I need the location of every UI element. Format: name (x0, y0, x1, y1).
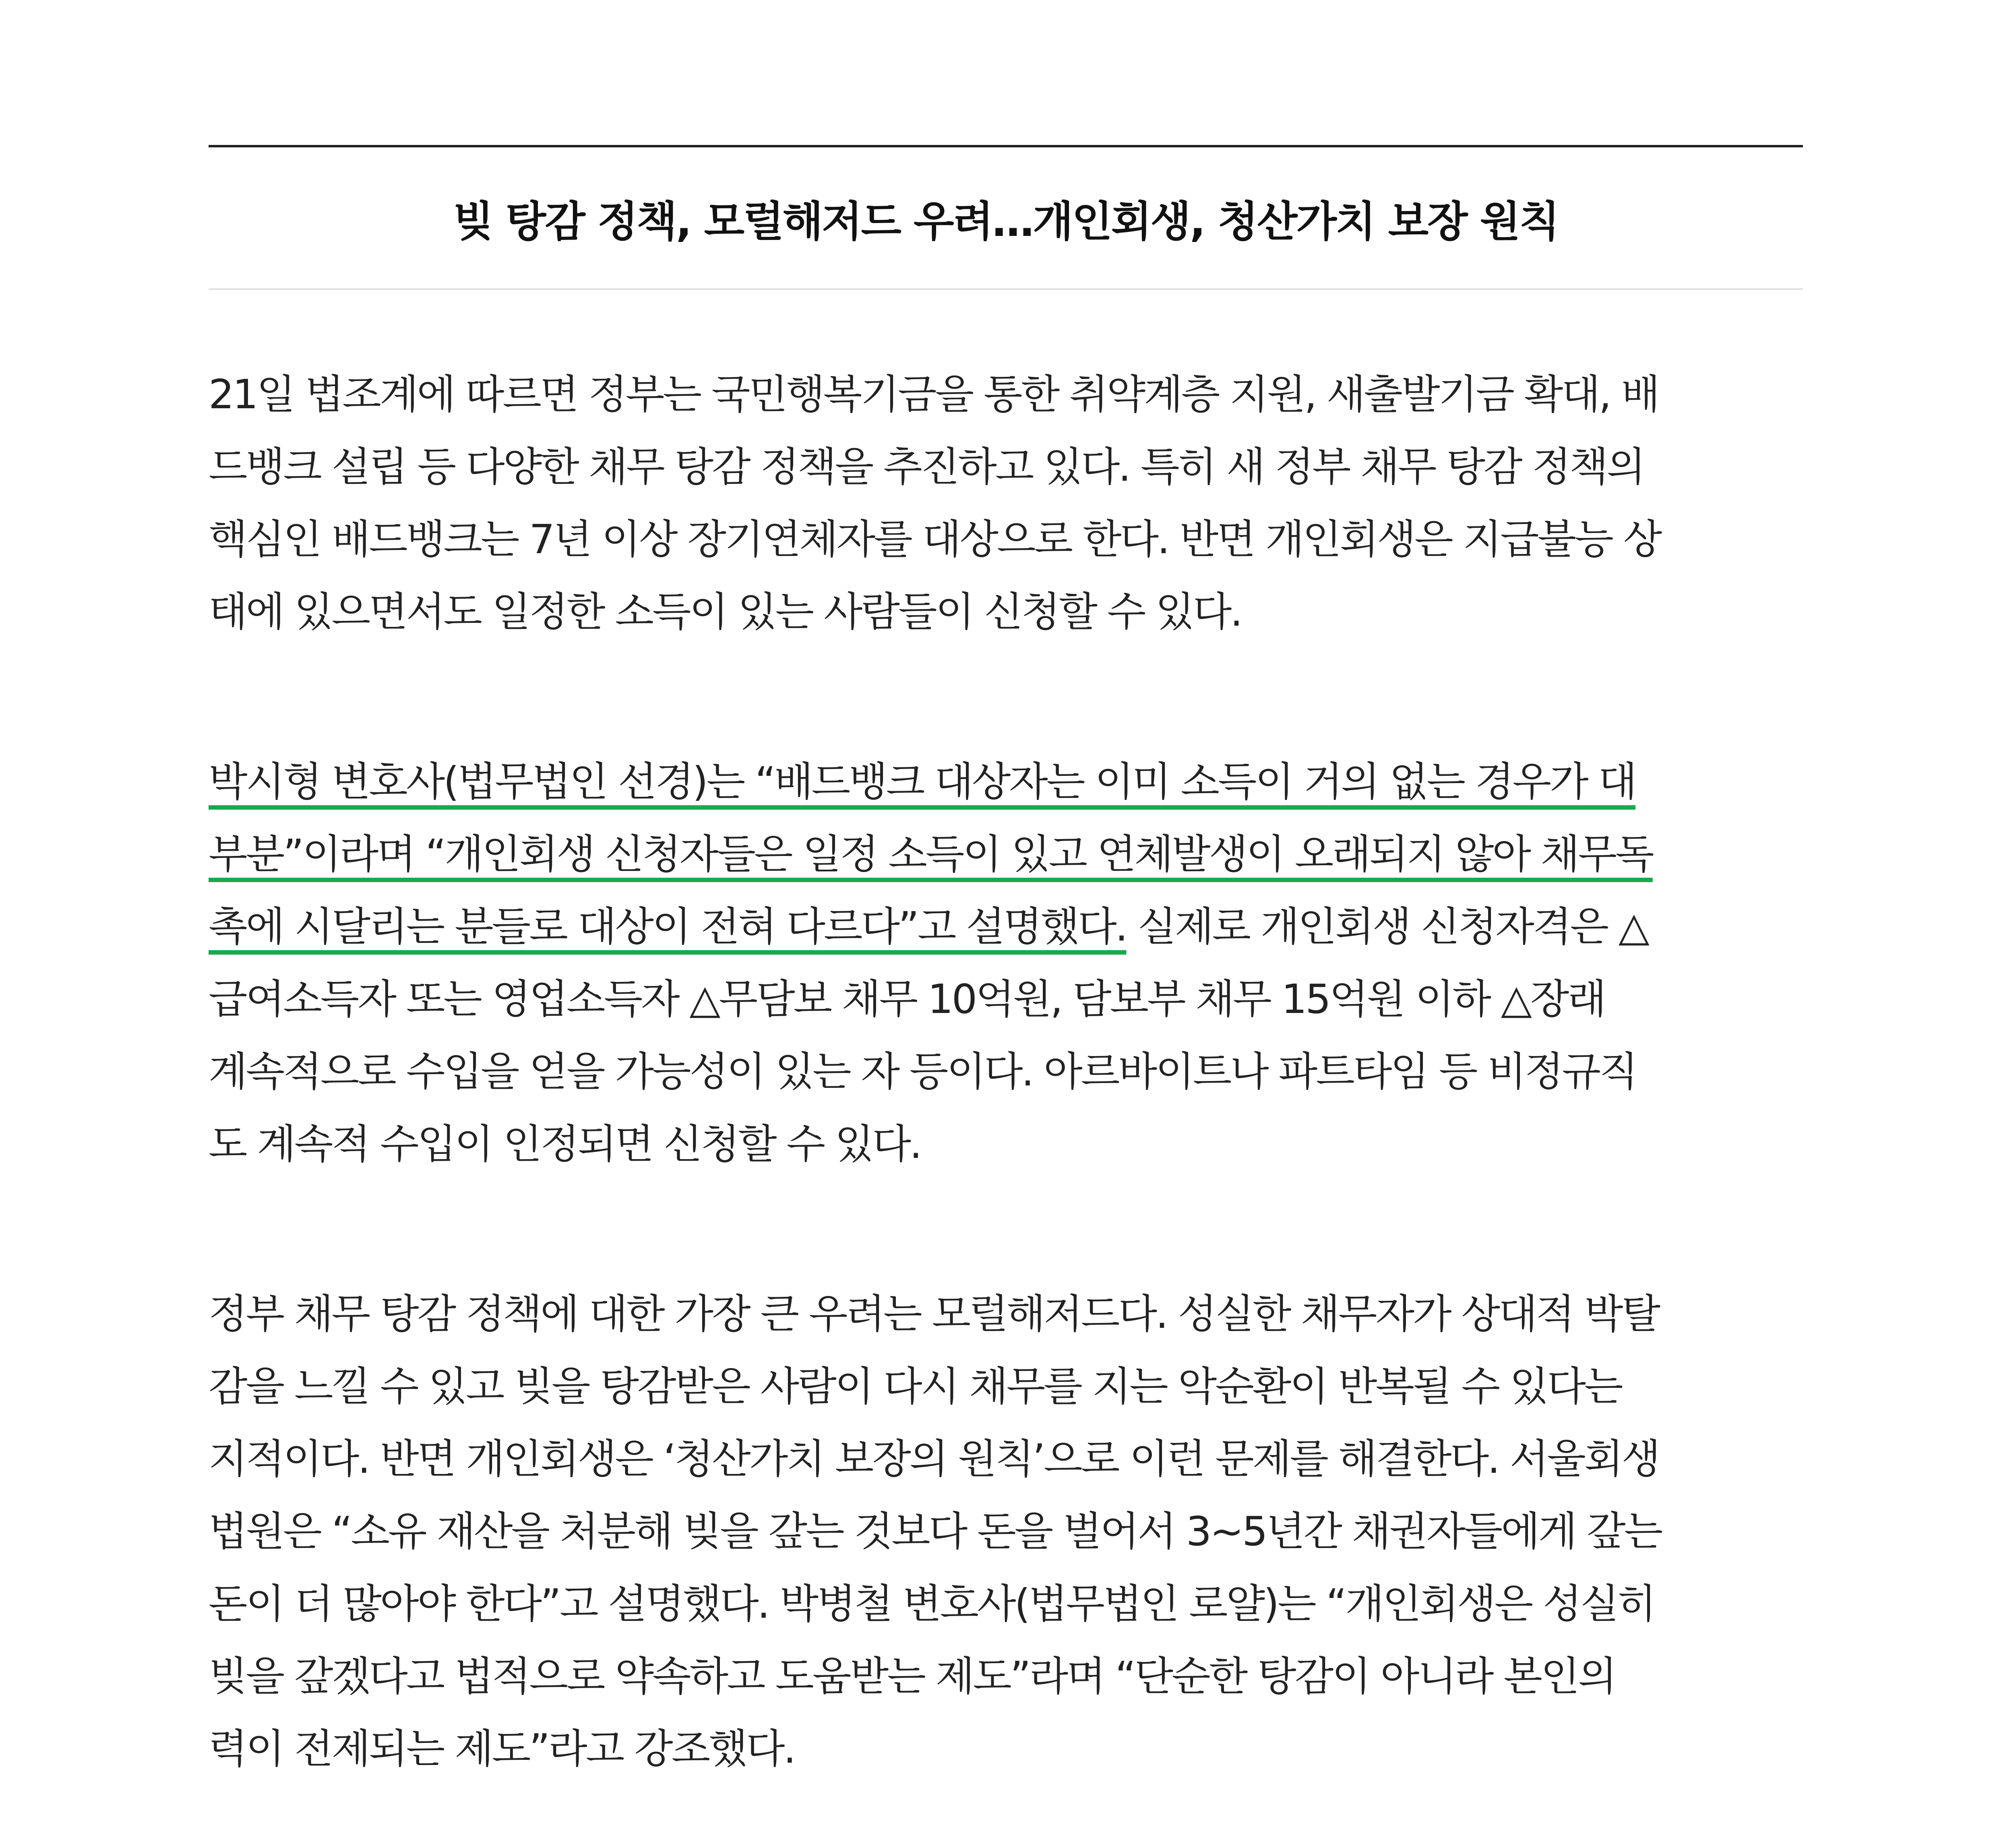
text-line (209, 1713, 1803, 1785)
text-line (209, 1278, 1803, 1350)
line-text: 법원은 “소유 재산을 처분해 빚을 갚는 것보다 돈을 벌어서 3~5년간 채권자들에게 갚는 (209, 1508, 1662, 1555)
paragraph-1 (209, 358, 1803, 648)
line-text: 돈이 더 많아야 한다”고 설명했다. 박병철 변호사(법무법인 로얄)는 “개인회생은 성실히 (209, 1580, 1655, 1627)
text-line (209, 1108, 1803, 1180)
text-line (209, 746, 1803, 818)
article (209, 145, 1803, 1785)
line-text: 급여소득자 또는 영업소득자 △무담보 채무 10억원, 담보부 채무 15억원 이하 △장래 (209, 976, 1605, 1023)
article-headline: 빚 탕감 정책, 모럴해저드 우려…개인회생, 청산가치 보장 원칙 (453, 197, 1559, 246)
highlighted-quote: 촉에 시달리는 분들로 대상이 전혀 다르다”고 설명했다. (209, 903, 1127, 950)
line-text: 빚을 갚겠다고 법적으로 약속하고 도움받는 제도”라며 “단순한 탕감이 아니라 본인의 (209, 1653, 1616, 1700)
paragraph-2 (209, 746, 1803, 1180)
line-text: 실제로 개인회생 신청자격은 △ (1126, 903, 1648, 950)
text-line (209, 431, 1803, 503)
text-line (209, 1568, 1803, 1640)
line-text: 정부 채무 탕감 정책에 대한 가장 큰 우려는 모럴해저드다. 성실한 채무자가 상대적 박탈 (209, 1290, 1659, 1337)
text-line (209, 963, 1803, 1036)
text-line (209, 503, 1803, 576)
text-line (209, 1640, 1803, 1713)
line-text: 감을 느낄 수 있고 빚을 탕감받은 사람이 다시 채무를 지는 악순환이 반복될 수 있다는 (209, 1363, 1622, 1410)
article-body (209, 358, 1803, 1785)
text-line (209, 818, 1803, 891)
highlighted-quote: 부분”이라며 “개인회생 신청자들은 일정 소득이 있고 연체발생이 오래되지 않아 채무독 (209, 831, 1653, 878)
line-text: 지적이다. 반면 개인회생은 ‘청산가치 보장의 원칙’으로 이런 문제를 해결한다. 서울회생 (209, 1435, 1659, 1482)
line-text: 드뱅크 설립 등 다양한 채무 탕감 정책을 추진하고 있다. 특히 새 정부 채무 탕감 정책의 (209, 443, 1644, 490)
line-text: 력이 전제되는 제도”라고 강조했다. (209, 1725, 795, 1772)
line-text: 계속적으로 수입을 얻을 가능성이 있는 자 등이다. 아르바이트나 파트타임 등 비정규직 (209, 1048, 1637, 1095)
line-text: 태에 있으면서도 일정한 소득이 있는 사람들이 신청할 수 있다. (209, 588, 1242, 635)
text-line (209, 1423, 1803, 1495)
headline-bottom-rule (209, 288, 1803, 290)
text-line (209, 1350, 1803, 1423)
text-line (209, 576, 1803, 648)
line-text: 도 계속적 수입이 인정되면 신청할 수 있다. (209, 1120, 921, 1168)
text-line (209, 891, 1803, 963)
text-line (209, 1495, 1803, 1568)
line-text: 21일 법조계에 따르면 정부는 국민행복기금을 통한 취약계층 지원, 새출발기금 확대, 배 (209, 371, 1659, 418)
line-text: 핵심인 배드뱅크는 7년 이상 장기연체자를 대상으로 한다. 반면 개인회생은 지급불능 상 (209, 516, 1661, 563)
highlighted-quote: 박시형 변호사(법무법인 선경)는 “배드뱅크 대상자는 이미 소득이 거의 없는 경우가 대 (209, 758, 1636, 805)
text-line (209, 358, 1803, 431)
text-line (209, 1036, 1803, 1108)
paragraph-3 (209, 1278, 1803, 1785)
